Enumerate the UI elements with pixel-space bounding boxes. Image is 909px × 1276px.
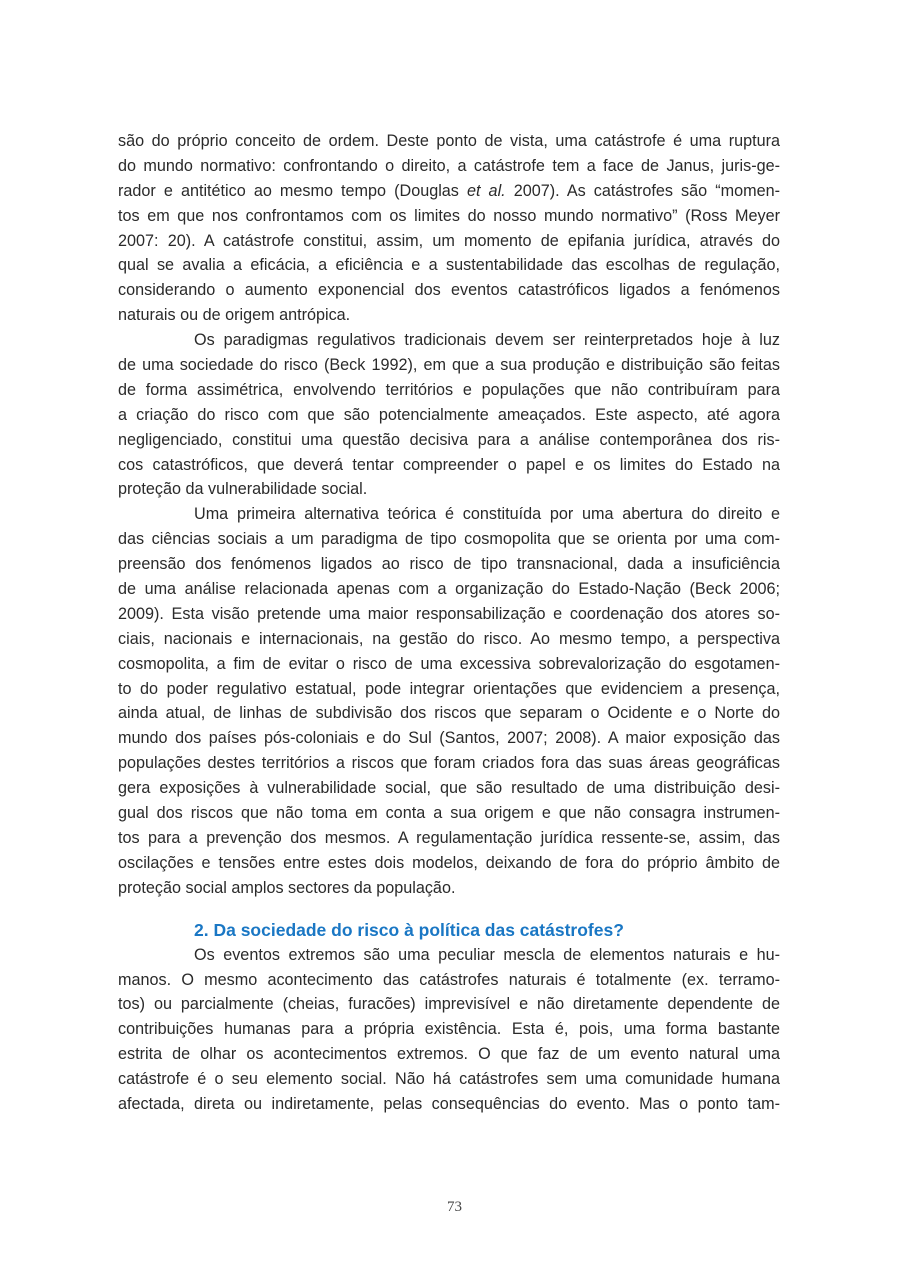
text-line: 2007: 20). A catástrofe constitui, assim, um momento de epifania jurídica, através do [118, 231, 780, 250]
text-line: de uma análise relacionada apenas com a organização do Estado-Nação (Beck 2006; [118, 580, 780, 599]
text-line: contribuições humanas para a própria existência. Esta é, pois, uma forma bastante [118, 1020, 780, 1039]
text-line: oscilações e tensões entre estes dois modelos, deixando de fora do próprio âmbito de [118, 853, 780, 872]
text-line: estrita de olhar os acontecimentos extremos. O que faz de um evento natural uma [118, 1045, 780, 1064]
text-line: ciais, nacionais e internacionais, na gestão do risco. Ao mesmo tempo, a perspectiva [118, 629, 780, 648]
text-line: do mundo normativo: confrontando o direito, a catástrofe tem a face de Janus, juris-ge- [118, 156, 780, 175]
text-line: de uma sociedade do risco (Beck 1992), em que a sua produção e distribuição são feitas [118, 356, 780, 375]
page-number: 73 [447, 1199, 462, 1215]
text-line: preensão dos fenómenos ligados ao risco de tipo transnacional, dada a insuficiência [118, 555, 780, 574]
text-line: Os eventos extremos são uma peculiar mescla de elementos naturais e hu- [194, 945, 780, 964]
text-line: a criação do risco com que são potencialmente ameaçados. Este aspecto, até agora [118, 405, 780, 424]
text-line: cosmopolita, a fim de evitar o risco de uma excessiva sobrevalorização do esgotamen- [118, 654, 780, 673]
paragraph [118, 502, 780, 900]
text-line: qual se avalia a eficácia, a eficiência e a sustentabilidade das escolhas de regulação, [118, 256, 780, 275]
text-line: Uma primeira alternativa teórica é constituída por uma abertura do direito e [194, 505, 780, 524]
text-line: gera exposições à vulnerabilidade social, que são resultado de uma distribuição desi- [118, 779, 780, 798]
text-line: populações destes territórios a riscos que foram criados fora das suas áreas geográficas [118, 754, 780, 773]
text-line: negligenciado, constitui uma questão decisiva para a análise contemporânea dos ris- [118, 430, 780, 449]
paragraph [118, 943, 780, 1117]
text-line: considerando o aumento exponencial dos eventos catastróficos ligados a fenómenos [118, 281, 780, 300]
text-line: 2009). Esta visão pretende uma maior responsabilização e coordenação dos atores so- [118, 604, 780, 623]
text-line: manos. O mesmo acontecimento das catástrofes naturais é totalmente (ex. terramo- [118, 970, 780, 989]
text-line: são do próprio conceito de ordem. Deste ponto de vista, uma catástrofe é uma ruptura [118, 132, 780, 150]
text-line: ainda atual, de linhas de subdivisão dos riscos que separam o Ocidente e o Norte do [118, 704, 780, 723]
text-line: das ciências sociais a um paradigma de tipo cosmopolita que se orienta por uma com- [118, 530, 780, 549]
text-line: tos) ou parcialmente (cheias, furacões) imprevisível e não diretamente dependente de [118, 995, 780, 1014]
text-line: Os paradigmas regulativos tradicionais devem ser reinterpretados hoje à luz [194, 331, 780, 350]
page-body [118, 129, 780, 1117]
paragraph [118, 129, 780, 328]
text-line: tos em que nos confrontamos com os limites do nosso mundo normativo” (Ross Meyer [118, 206, 780, 225]
text-line: mundo dos países pós-coloniais e do Sul (Santos, 2007; 2008). A maior exposição das [118, 729, 780, 748]
text-line: to do poder regulativo estatual, pode integrar orientações que evidenciem a presença, [118, 679, 780, 698]
text-line: gual dos riscos que não toma em conta a sua origem e que não consagra instrumen- [118, 804, 780, 823]
text-line: proteção da vulnerabilidade social. [118, 480, 368, 499]
text-line: tos para a prevenção dos mesmos. A regulamentação jurídica ressente-se, assim, das [118, 828, 780, 847]
text-line: cos catastróficos, que deverá tentar compreender o papel e os limites do Estado na [118, 455, 780, 474]
section-heading: 2. Da sociedade do risco à política das catástrofes? [194, 919, 624, 940]
text-line: de forma assimétrica, envolvendo territórios e populações que não contribuíram para [118, 380, 780, 399]
text-line: naturais ou de origem antrópica. [118, 306, 351, 325]
text-line: proteção social amplos sectores da população. [118, 878, 456, 897]
paragraph [118, 328, 780, 502]
text-line: catástrofe é o seu elemento social. Não há catástrofes sem uma comunidade humana [118, 1070, 780, 1089]
text-line: rador e antitético ao mesmo tempo (Douglas et al. 2007). As catástrofes são “momen- [118, 181, 780, 200]
text-line: afectada, direta ou indiretamente, pelas consequências do evento. Mas o ponto tam- [118, 1094, 780, 1113]
